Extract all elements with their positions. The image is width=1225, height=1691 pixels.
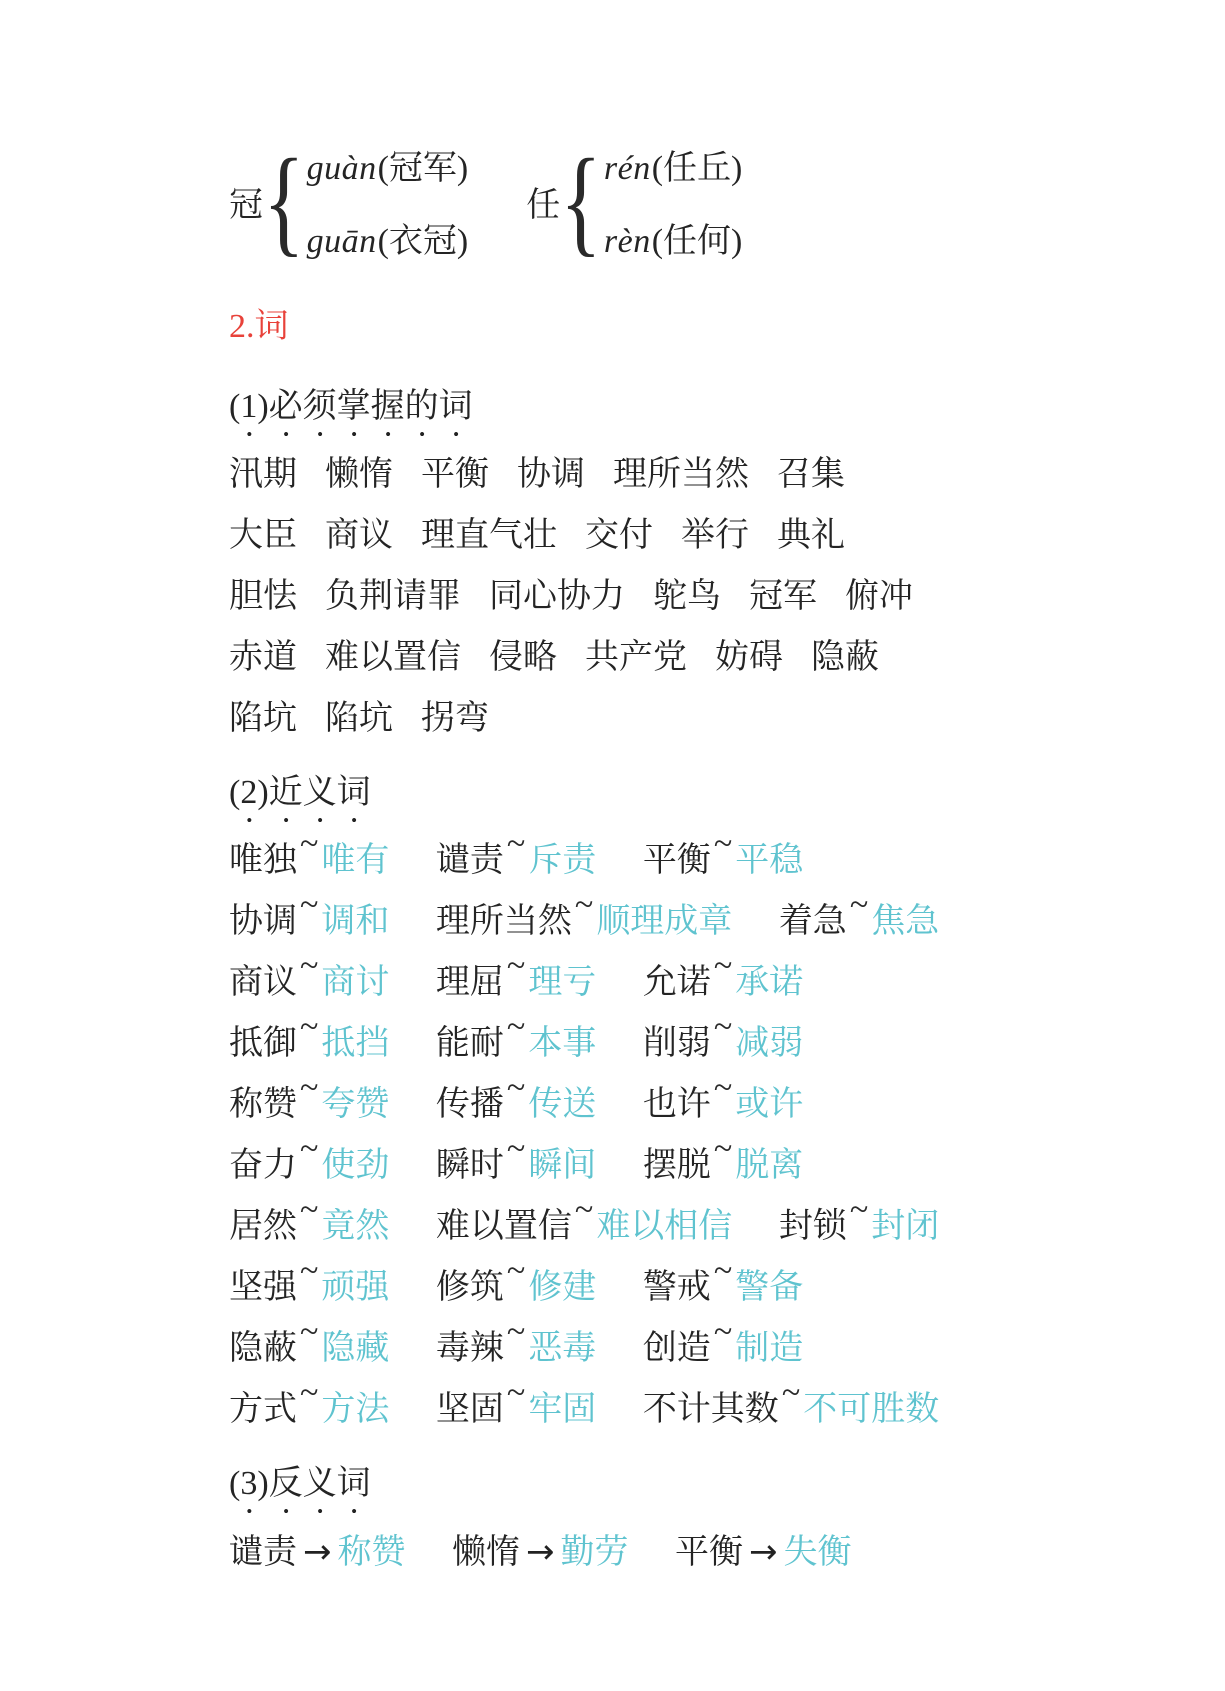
base-word: 难以置信 [435, 1208, 572, 1245]
synonym-row [229, 1130, 1165, 1184]
word: 大臣 [229, 517, 297, 554]
word: 俯冲 [845, 578, 913, 615]
word: 召集 [777, 456, 845, 493]
tilde-connector: ~ [506, 947, 526, 985]
base-word: 居然 [229, 1208, 297, 1245]
tilde-connector: ~ [506, 1069, 526, 1107]
antonym-pair [452, 1532, 629, 1572]
word: 胆怯 [229, 578, 297, 615]
base-word: 谴责 [229, 1534, 297, 1571]
example-word: (冠军) [377, 150, 469, 187]
base-word: 不计其数 [642, 1391, 779, 1428]
tilde-connector: ~ [574, 886, 594, 924]
synonym-word: 夸赞 [321, 1086, 390, 1123]
synonym-word: 制造 [735, 1330, 804, 1367]
synonym-word: 承诺 [735, 964, 804, 1001]
example-word: (任何) [651, 223, 743, 260]
tilde-connector: ~ [713, 1252, 733, 1290]
polyphone-group-ren [526, 134, 743, 267]
word: 赤道 [229, 639, 297, 676]
tilde-connector: ~ [300, 1374, 319, 1412]
synonym-pair [435, 1313, 597, 1367]
synonym-word: 平稳 [735, 842, 804, 879]
synonym-pair [435, 947, 597, 1001]
synonym-row [229, 1313, 1165, 1367]
pinyin-text: guàn [306, 150, 377, 187]
word: 理直气壮 [421, 517, 557, 554]
example-word: (任丘) [651, 150, 743, 187]
word: 交付 [585, 517, 653, 554]
reading-row [604, 140, 742, 189]
synonym-pair [642, 947, 804, 1001]
synonym-pair [229, 947, 390, 1001]
left-brace-glyph: { [560, 134, 602, 267]
tilde-connector: ~ [300, 1252, 319, 1290]
base-word: 着急 [778, 903, 847, 940]
example-word: (衣冠) [377, 223, 469, 260]
tilde-connector: ~ [506, 1374, 526, 1412]
base-word: 削弱 [642, 1025, 711, 1062]
base-word: 瞬时 [435, 1147, 504, 1184]
synonym-word: 抵挡 [321, 1025, 390, 1062]
synonym-word: 竟然 [321, 1208, 390, 1245]
word: 平衡 [421, 456, 489, 493]
synonym-word: 唯有 [321, 842, 390, 879]
right-arrow-icon: → [749, 1532, 778, 1572]
synonym-pair [435, 1191, 733, 1245]
tilde-connector: ~ [506, 825, 526, 863]
antonym-word: 勤劳 [560, 1534, 629, 1571]
synonym-word: 顺理成章 [596, 903, 733, 940]
synonym-pair [229, 1374, 390, 1428]
tilde-connector: ~ [713, 1130, 733, 1168]
antonym-pair [675, 1532, 852, 1572]
synonym-row [229, 886, 1165, 940]
tilde-connector: ~ [781, 1374, 801, 1412]
synonym-pair [778, 1191, 940, 1245]
tilde-connector: ~ [300, 1191, 319, 1229]
synonym-word: 难以相信 [596, 1208, 733, 1245]
antonym-pair [229, 1532, 406, 1572]
right-arrow-icon: → [526, 1532, 555, 1572]
synonym-pair [435, 1008, 597, 1062]
base-word: 协调 [229, 903, 297, 940]
synonym-pair [435, 825, 597, 879]
word: 冠军 [749, 578, 817, 615]
antonym-word: 称赞 [337, 1534, 406, 1571]
synonym-pair [642, 1130, 804, 1184]
word-list-row [229, 702, 1165, 736]
synonym-pair [229, 1069, 390, 1123]
synonym-pair [435, 1252, 597, 1306]
synonym-pair [229, 1008, 390, 1062]
tilde-connector: ~ [574, 1191, 594, 1229]
synonym-pair [435, 886, 733, 940]
base-word: 修筑 [435, 1269, 504, 1306]
base-word: 谴责 [435, 842, 504, 879]
base-word: 封锁 [778, 1208, 847, 1245]
tilde-connector: ~ [713, 1008, 733, 1046]
synonym-row [229, 947, 1165, 1001]
synonym-word: 使劲 [321, 1147, 390, 1184]
synonym-word: 脱离 [735, 1147, 804, 1184]
synonym-pair [435, 1374, 597, 1428]
right-arrow-icon: → [303, 1532, 332, 1572]
base-word: 理所当然 [435, 903, 572, 940]
reading-row [307, 213, 469, 262]
synonym-pair [642, 1252, 804, 1306]
base-word: 平衡 [642, 842, 711, 879]
base-word: 坚强 [229, 1269, 297, 1306]
word: 难以置信 [325, 639, 461, 676]
base-word: 称赞 [229, 1086, 297, 1123]
word: 陷坑 [325, 700, 393, 737]
synonym-word: 商讨 [321, 964, 390, 1001]
word: 汛期 [229, 456, 297, 493]
synonym-word: 理亏 [528, 964, 597, 1001]
base-word: 抵御 [229, 1025, 297, 1062]
subsection-title-synonyms: (2)近义词 [229, 774, 371, 811]
synonym-word: 瞬间 [528, 1147, 597, 1184]
synonym-word: 减弱 [735, 1025, 804, 1062]
synonym-word: 隐藏 [321, 1330, 390, 1367]
synonym-row [229, 1069, 1165, 1123]
tilde-connector: ~ [506, 1130, 526, 1168]
synonym-pair [229, 1191, 390, 1245]
base-word: 坚固 [435, 1391, 504, 1428]
tilde-connector: ~ [713, 1069, 733, 1107]
synonym-word: 焦急 [871, 903, 940, 940]
section-title-words: 2.词 [229, 308, 289, 345]
synonym-pair [642, 1313, 804, 1367]
tilde-connector: ~ [300, 1008, 319, 1046]
tilde-connector: ~ [849, 1191, 869, 1229]
synonym-word: 斥责 [528, 842, 597, 879]
tilde-connector: ~ [713, 1313, 733, 1351]
reading-row [604, 213, 742, 262]
word-list-row [229, 641, 1165, 675]
tilde-connector: ~ [300, 1130, 319, 1168]
base-word: 理屈 [435, 964, 504, 1001]
base-word: 允诺 [642, 964, 711, 1001]
base-word: 摆脱 [642, 1147, 711, 1184]
base-word: 毒辣 [435, 1330, 504, 1367]
synonym-row [229, 1008, 1165, 1062]
synonym-row [229, 1252, 1165, 1306]
base-word: 商议 [229, 964, 297, 1001]
synonym-word: 警备 [735, 1269, 804, 1306]
word: 负荆请罪 [325, 578, 461, 615]
base-word: 平衡 [675, 1534, 743, 1571]
pinyin-text: rèn [603, 223, 651, 260]
synonym-word: 封闭 [871, 1208, 940, 1245]
word: 典礼 [777, 517, 845, 554]
tilde-connector: ~ [300, 825, 319, 863]
tilde-connector: ~ [713, 825, 733, 863]
left-brace-glyph: { [263, 134, 305, 267]
synonym-pair [229, 886, 390, 940]
synonym-pair [229, 1313, 390, 1367]
synonym-pair [229, 1252, 390, 1306]
synonym-pair [229, 825, 390, 879]
synonym-word: 方法 [321, 1391, 390, 1428]
synonym-word: 顽强 [321, 1269, 390, 1306]
synonym-word: 本事 [528, 1025, 597, 1062]
word: 侵略 [489, 639, 557, 676]
base-word: 传播 [435, 1086, 504, 1123]
tilde-connector: ~ [506, 1008, 526, 1046]
word-list-row [229, 519, 1165, 553]
pinyin-text: guān [306, 223, 377, 260]
synonym-pair [435, 1069, 597, 1123]
tilde-connector: ~ [506, 1252, 526, 1290]
word: 举行 [681, 517, 749, 554]
synonym-row [229, 825, 1165, 879]
word: 懒惰 [325, 456, 393, 493]
word: 商议 [325, 517, 393, 554]
synonym-pair [229, 1130, 390, 1184]
word-list-row [229, 458, 1165, 492]
base-word: 奋力 [229, 1147, 297, 1184]
synonym-word: 不可胜数 [803, 1391, 940, 1428]
antonym-row [229, 1532, 1165, 1572]
synonym-pair [642, 1374, 940, 1428]
synonym-word: 牢固 [528, 1391, 597, 1428]
polyphone-character: 冠 [229, 186, 263, 224]
base-word: 唯独 [229, 842, 297, 879]
word: 拐弯 [421, 700, 489, 737]
tilde-connector: ~ [849, 886, 869, 924]
base-word: 隐蔽 [229, 1330, 297, 1367]
tilde-connector: ~ [506, 1313, 526, 1351]
polyphone-section [229, 134, 1165, 267]
word: 理所当然 [613, 456, 749, 493]
pinyin-text: rén [603, 150, 651, 187]
base-word: 创造 [642, 1330, 711, 1367]
synonym-pair [642, 825, 804, 879]
word: 陷坑 [229, 700, 297, 737]
word: 协调 [517, 456, 585, 493]
tilde-connector: ~ [713, 947, 733, 985]
synonym-word: 传送 [528, 1086, 597, 1123]
base-word: 方式 [229, 1391, 297, 1428]
readings-list [604, 140, 742, 262]
tilde-connector: ~ [300, 1069, 319, 1107]
word-list-row [229, 580, 1165, 614]
synonym-word: 调和 [321, 903, 390, 940]
reading-row [307, 140, 469, 189]
synonym-pair [435, 1130, 597, 1184]
synonym-row [229, 1374, 1165, 1428]
base-word: 能耐 [435, 1025, 504, 1062]
synonym-pair [642, 1069, 804, 1123]
word: 妨碍 [715, 639, 783, 676]
polyphone-group-guan [229, 134, 469, 267]
subsection-title-must-master: (1)必须掌握的词 [229, 388, 473, 425]
synonym-pair [642, 1008, 804, 1062]
base-word: 警戒 [642, 1269, 711, 1306]
base-word: 懒惰 [452, 1534, 520, 1571]
subsection-title-antonyms: (3)反义词 [229, 1465, 371, 1502]
readings-list [307, 140, 469, 262]
tilde-connector: ~ [300, 886, 319, 924]
base-word: 也许 [642, 1086, 711, 1123]
word: 鸵鸟 [653, 578, 721, 615]
word: 共产党 [585, 639, 687, 676]
synonym-word: 恶毒 [528, 1330, 597, 1367]
synonym-pair [778, 886, 940, 940]
tilde-connector: ~ [300, 947, 319, 985]
synonym-row [229, 1191, 1165, 1245]
polyphone-character: 任 [526, 186, 561, 224]
tilde-connector: ~ [300, 1313, 319, 1351]
word: 同心协力 [489, 578, 625, 615]
synonym-word: 或许 [735, 1086, 804, 1123]
synonym-word: 修建 [528, 1269, 597, 1306]
antonym-word: 失衡 [783, 1534, 852, 1571]
word: 隐蔽 [811, 639, 879, 676]
